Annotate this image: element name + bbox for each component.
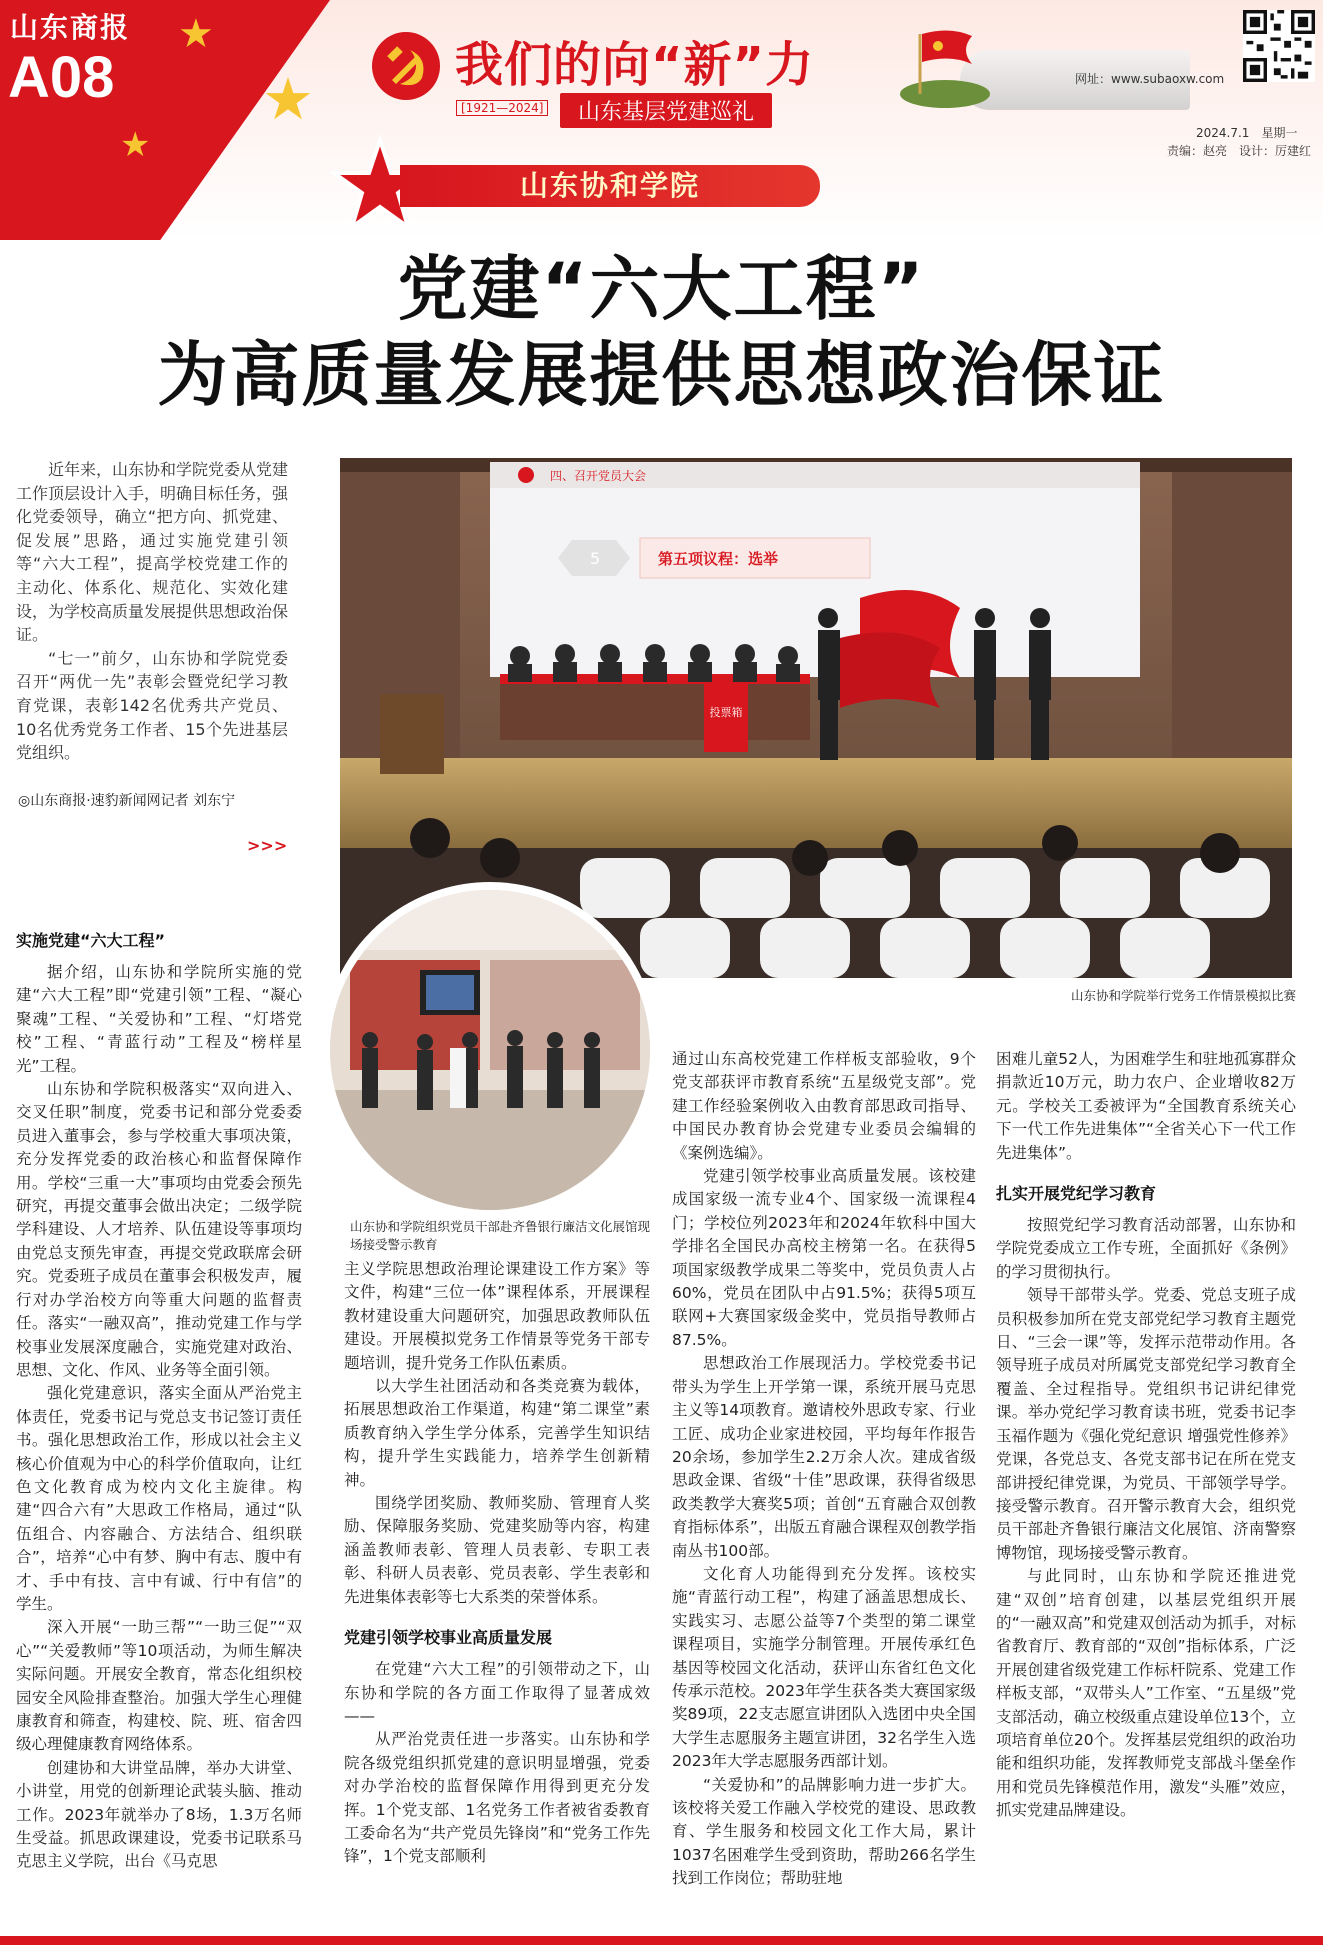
byline: ◎山东商报·速豹新闻网记者 刘东宁 [18, 793, 236, 809]
body-paragraph: “关爱协和”的品牌影响力进一步扩大。该校将关爱工作融入学校党的建设、思政教育、学生服务和校园文化工作大局，累计1037名困难学生受到资助，帮助266名学生找到工作岗位；帮助驻地 [672, 1775, 976, 1888]
exhibition-hall-illustration [330, 890, 650, 1210]
article-column-4 [996, 1048, 1296, 1928]
body-paragraph: 文化育人功能得到充分发挥。该校实施“青蓝行动工程”，构建了涵盖思想成长、实践实习、志愿公益等7个类型的第二课堂课程项目，实施学分制管理。开展传承红色基因等校园文化活动，获评山东省红色文化传承示范校。2023年学生获各类大赛国家级奖89项，22支志愿宣讲团队入选团中央全国大学生志愿服务主题宣讲团，32名学生入选2023年大学志愿服务西部计划。 [672, 1564, 976, 1771]
section-heading: 党建引领学校事业高质量发展 [344, 1628, 553, 1648]
continue-arrows: >>> [247, 836, 288, 855]
screen-number: 5 [590, 549, 601, 568]
editor-credits: 责编：赵亮 设计：厉建红 [1167, 144, 1312, 158]
body-paragraph: 据介绍，山东协和学院所实施的党建“六大工程”即“党建引领”工程、“凝心聚魂”工程、“关爱协和”工程、“灯塔党校”工程、“青蓝行动”工程及“榜样星光”工程。 [16, 963, 302, 1075]
screen-header-text: 四、召开党员大会 [550, 469, 647, 483]
star-icon: ★ [178, 11, 214, 57]
qr-code-icon[interactable] [1243, 10, 1315, 82]
party-emblem-icon [370, 30, 442, 102]
article-column-3 [672, 1048, 976, 1928]
body-paragraph: 领导干部带头学。党委、党总支班子成员积极参加所在党支部党纪学习教育主题党日、“三会一课”等，发挥示范带动作用。各领导班子成员对所属党支部党纪学习教育全覆盖、全过程指导。党组织书记讲纪律党课。举办党纪学习教育读书班，党委书记李玉福作题为《强化党纪意识 增强党性修养》党课，各党总支、各党支部书记在所在党支部讲授纪律党课，为党员、干部领学导学。接受警示教育。召开警示教育大会，组织党员干部赴齐鲁银行廉洁文化展馆、济南警察博物馆，现场接受警示教育。 [996, 1286, 1296, 1562]
body-paragraph: 在党建“六大工程”的引领带动之下，山东协和学院的各方面工作取得了显著成效—— [344, 1660, 650, 1725]
ballot-box-label: 投票箱 [709, 706, 743, 719]
body-paragraph: 强化党建意识，落实全面从严治党主体责任，党委书记与党总支书记签订责任书。强化思想政治工作，形成以社会主义核心价值观为中心的科学价值取向，让红色文化教育成为校内文化主旋律。构建“四合六有”大思政工作格局，通过“队伍组合、内容融合、方法结合、组织联合”，培养“心中有梦、胸中有志、腹中有才、手中有技、言中有诚、行中有信”的学生。 [16, 1384, 302, 1613]
article-column-1 [16, 928, 302, 1928]
body-paragraph: 主义学院思想政治理论课建设工作方案》等文件，构建“三位一体”课程体系，开展课程教材建设重大问题研究，加强思政教师队伍建设。开展模拟党务工作情景等党务干部专题培训，提升党务工作队伍素质。 [344, 1260, 650, 1372]
school-name-banner: 山东协和学院 [400, 165, 820, 207]
red-flag-icon [880, 24, 1010, 114]
body-paragraph: 通过山东高校党建工作样板支部验收，9个党支部获评市教育系统“五星级党支部”。党建工作经验案例收入由教育部思政司指导、中国民办教育协会党建专业委员会编辑的《案例选编》。 [672, 1050, 976, 1162]
lead-paragraph: “七一”前夕，山东协和学院党委召开“两优一先”表彰会暨党纪学习教育党课，表彰142名优秀共产党员、10名优秀党务工作者、15个先进基层党组织。 [16, 648, 288, 763]
exhibition-photo-caption: 山东协和学院组织党员干部赴齐鲁银行廉洁文化展馆现场接受警示教育 [350, 1219, 651, 1252]
body-paragraph: 创建协和大讲堂品牌，举办大讲堂、小讲堂，用党的创新理论武装头脑、推动工作。2023年就举办了8场，1.3万名师生受益。抓思政课建设，党委书记联系马克思主义学院，出台《马克思 [16, 1758, 302, 1871]
bottom-red-bar [0, 1936, 1323, 1945]
article-column-2 [344, 1258, 650, 1938]
lead-section [16, 458, 288, 765]
body-paragraph: 深入开展“一助三帮”“一助三促”“双心”“关爱教师”等10项活动，为师生解决实际问题。开展安全教育，常态化组织校园安全风险排查整治。加强大学生心理健康教育和筛查，构建校、院、班、宿舍四级心理健康教育网络体系。 [16, 1618, 302, 1754]
headline-line-1: 党建“六大工程” [397, 248, 926, 330]
masthead-subtitle: 山东基层党建巡礼 [560, 93, 772, 128]
body-paragraph: 围绕学团奖励、教师奖励、管理育人奖励、保障服务奖励、党建奖励等内容，构建涵盖教师表彰、管理人员表彰、专职工表彰、科研人员表彰、党员表彰、学生表彰和先进集体表彰等七大系类的荣誉体系。 [344, 1494, 650, 1606]
section-heading: 扎实开展党纪学习教育 [996, 1184, 1157, 1204]
body-paragraph: 思想政治工作展现活力。学校党委书记带头为学生上开学第一课，系统开展马克思主义等14项教育。邀请校外思政专家、行业工匠、成功企业家进校园，平均每年作报告20余场，参加学生2.2万余人次。建成省级思政金课、省级“十佳”思政课，获得省级思政类教学大赛奖5项；首创“五育融合双创教育指标体系”，出版五育融合课程双创教学指南丛书100部。 [672, 1354, 976, 1560]
website-url: 网址：www.subaoxw.com [1075, 72, 1225, 86]
star-icon: ★ [262, 65, 314, 133]
body-paragraph: 按照党纪学习教育活动部署，山东协和学院党委成立工作专班，全面抓好《条例》的学习贯彻执行。 [996, 1216, 1296, 1281]
headline-line-2: 为高质量发展提供思想政治保证 [157, 334, 1166, 416]
main-photo-caption: 山东协和学院举行党务工作情景模拟比赛 [1070, 988, 1296, 1003]
page-number: A08 [8, 45, 115, 110]
body-paragraph: 与此同时，山东协和学院还推进党建“双创”培育创建，以基层党组织开展的“一融双高”和党建双创活动为抓手，对标省教育厅、教育部的“双创”指标体系，广泛开展创建省级党建工作标杆院系、党建工作样板支部，“双带头人”工作室、“五星级”党支部活动，确立校级重点建设单位13个，立项培育单位20个。发挥基层党组织的政治功能和组织功能，发挥教师党支部战斗堡垒作用和党员先锋模范作用，激发“头雁”效应，抓实党建品牌建设。 [996, 1567, 1296, 1820]
screen-agenda-text: 第五项议程：选举 [658, 550, 779, 568]
page-header [0, 0, 1323, 240]
issue-date: 2024.7.1 星期一 [1196, 126, 1298, 140]
masthead-title: 我们的向“新”力 [455, 37, 815, 93]
body-paragraph: 山东协和学院积极落实“双向进入、交叉任职”制度，党委书记和部分党委委员进入董事会，参与学校重大事项决策，充分发挥党委的政治核心和监督保障作用。学校“三重一大”事项均由党委会预先研究，再提交董事会做出决定；二级学院学科建设、人才培养、队伍建设等事项均由党总支预先审查，再提交党政联席会研究。党委班子成员在董事会积极发声，履行对办学治校方向等重大问题的监督责任。落实“一融双高”，推动党建工作与学校事业发展深度融合，实施党建对政治、思想、文化、作风、业务等全面引领。 [16, 1080, 302, 1379]
year-range: [1921—2024] [456, 100, 548, 116]
newspaper-name: 山东商报 [10, 11, 131, 44]
section-heading: 实施党建“六大工程” [16, 931, 166, 950]
body-paragraph: 以大学生社团活动和各类竞赛为载体，拓展思想政治工作渠道，构建“第二课堂”素质教育纳入学生学分体系，完善学生知识结构，提升学生实践能力，培养学生创新精神。 [344, 1377, 650, 1489]
body-paragraph: 困难儿童52人，为困难学生和驻地孤寡群众捐款近10万元，助力农户、企业增收82万元。学校关工委被评为“全国教育系统关心下一代工作先进集体”“全省关心下一代工作先进集体”。 [996, 1050, 1296, 1162]
lead-paragraph: 近年来，山东协和学院党委从党建工作顶层设计入手，明确目标任务，强化党委领导，确立“把方向、抓党建、促发展”思路，通过实施党建引领等“六大工程”，提高学校党建工作的主动化、体系化、规范化、实效化建设，为学校高质量发展提供思想政治保证。 [16, 460, 289, 645]
exhibition-photo [322, 882, 658, 1218]
body-paragraph: 党建引领学校事业高质量发展。该校建成国家级一流专业4个、国家级一流课程4门；学校位列2023年和2024年软科中国大学排名全国民办高校主榜第一名。在获得5项国家级教学成果二等奖中，党员负责人占60%，党员在团队中占91.5%；获得5项互联网+大赛国家级金奖中，党员指导教师占87.5%。 [672, 1167, 976, 1349]
star-icon: ★ [120, 125, 151, 165]
body-paragraph: 从严治党责任进一步落实。山东协和学院各级党组织抓党建的意识明显增强，党委对办学治校的监督保障作用得到更充分发挥。1个党支部、1名党务工作者被省委教育工委命名为“共产党员先锋岗”和“党务工作先锋”，1个党支部顺利 [344, 1730, 650, 1866]
